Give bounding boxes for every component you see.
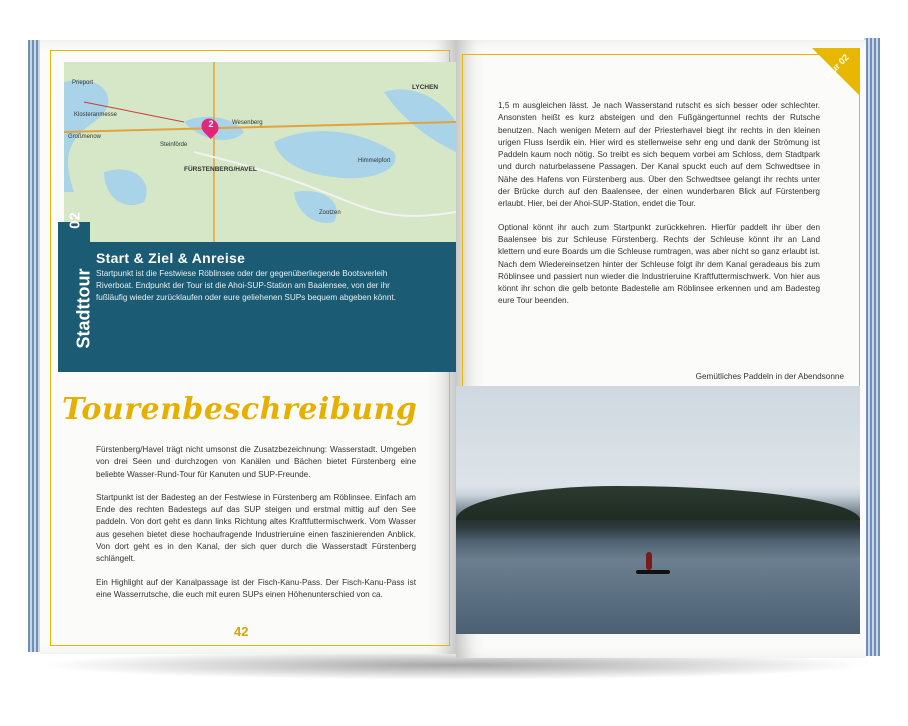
map-pin-number: 2 — [208, 119, 214, 129]
left-body-text — [96, 444, 416, 612]
tour-side-tab-number: 02 — [66, 212, 84, 229]
route-map — [64, 62, 456, 242]
paragraph: 1,5 m ausgleichen lässt. Je nach Wasserstand rutscht es sich besser oder schlechter. Ansonsten heißt es kurz absteigen und den Fußgängertunnel rechts der Rutsche benutzen. Nach wenigen Metern auf der Priesterhavel biegt ihr rechts in den kleinen urigen Fluss Iserdik ein. Hier wird es stellenweise sehr eng und dank der Strömung ist Paddeln kaum noch nötig. So treibt es sich bequem vorbei am Schloss, dem Stadtpark und durch naturbelassene Passagen. Der Kanal spuckt euch auf dem Schwedtsee in Nähe des Hafens von Fürstenberg aus. Über den Schwedtsee gelangt ihr rechts unter der Brücke durch auf den Baalensee, der einen wunderbaren Blick auf Fürstenberg erlaubt. Hier, bei der Ahoi-SUP-Station, endet die Tour. — [498, 101, 820, 209]
map-place-label: Klosteranmesse — [74, 112, 118, 118]
page-edges-right — [864, 38, 880, 656]
paddler — [646, 552, 652, 570]
treeline — [456, 486, 860, 520]
sup-board — [636, 570, 670, 574]
map-place-label: Wesenberg — [232, 120, 263, 126]
paragraph: Startpunkt ist der Badesteg an der Festwiese in Fürstenberg am Röblinsee. Einfach am Ende des rechten Badestegs auf das SUP steigen und erstmal mittig auf den See paddeln. Von dort geht es dann links Richtung altes Kraftfuttermischwerk. Vom Wasser aus gesehen bietet diese hochaufragende Industrieruine einen faszinierenden Anblick. Von dort geht es in den Kanal, der sich quer durch die Wasserstadt Fürstenberg schlängelt. — [96, 492, 416, 564]
paragraph: Ein Highlight auf der Kanalpassage ist der Fisch-Kanu-Pass. Der Fisch-Kanu-Pass ist eine Wasserrutsche, die euch mit euren SUPs einen Höhenunterschied von ca. — [96, 577, 416, 599]
lake-photo — [456, 386, 860, 634]
start-section-text: Startpunkt ist die Festwiese Röblinsee oder der gegenüberliegende Bootsverleih Riverboat. Endpunkt der Tour ist die Ahoi-SUP-Station am Baalensee, von der ihr fußläufig wieder zurücklaufen oder eure geliehenen SUPs bequem abgeben könnt. — [96, 269, 396, 302]
paragraph: Fürstenberg/Havel trägt nicht umsonst die Zusatzbezeichnung: Wasserstadt. Umgeben von drei Seen und durchzogen von Kanälen und Bächen bietet Fürstenberg eine beliebte Wasser-Rund-Tour für Kanuten und SUP-Freunde. — [96, 445, 416, 479]
water-reflection — [456, 520, 860, 540]
map-place-label: Steinförde — [160, 142, 188, 148]
map-place-label: Zootzen — [319, 210, 341, 216]
map-drawing — [64, 62, 456, 242]
start-section-title: Start & Ziel & Anreise — [96, 250, 246, 266]
map-city-label: FÜRSTENBERG/HAVEL — [184, 166, 257, 173]
description-title: Tourenbeschreibung — [62, 392, 418, 427]
map-place-label: Prieport — [72, 80, 94, 86]
paragraph: Optional könnt ihr auch zum Startpunkt zurückkehren. Hierfür paddelt ihr über den Baalensee bis zur Schleuse Fürstenberg. Rechts der Schleuse könnt ihr an Land klettern und eure Boards um die Schleuse rumtragen, was aber nicht so ganz erlaubt ist. Nach dem Wiedereinsetzen hinter der Schleuse folgt ihr dem Kanal geradeaus bis zum Röblinsee und passiert nun wieder die Industrieruine Kraftfuttermischwerk. Von hier aus könnt ihr schon die gelb betonte Badestelle am Röblinsee erkennen und am Badesteg eure Tour beenden. — [498, 222, 820, 306]
corner-tab-label: Tour 02 — [821, 52, 851, 82]
map-city-label: LYCHEN — [412, 84, 439, 91]
page-number: 42 — [234, 624, 249, 639]
photo-caption: Gemütliches Paddeln in der Abendsonne — [695, 372, 844, 381]
map-place-label: Großmenow — [68, 134, 102, 140]
map-place-label: Himmelpfort — [358, 158, 391, 164]
tour-side-tab-label: Stadttour — [73, 268, 94, 349]
right-body-text — [498, 100, 820, 319]
